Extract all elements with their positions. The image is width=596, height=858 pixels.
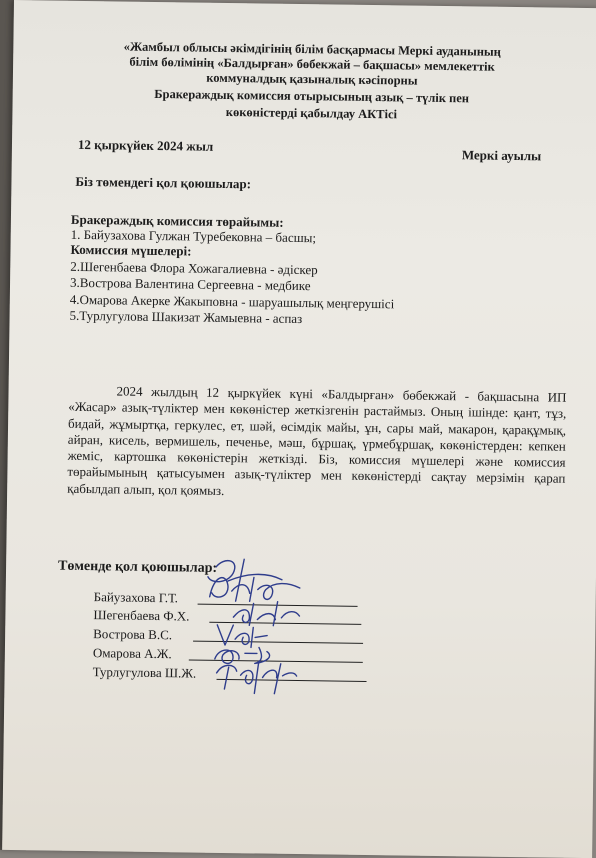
header-line-4: Бракераждық комиссия отырысының азық – түлік пен [154, 86, 470, 106]
member-2: 2.Шегенбаева Флора Хожагалиевна - әдіскер [70, 258, 318, 278]
signer-name-1: Байузахова Г.Т. [93, 589, 179, 606]
signer-name-2: Шегенбаева Ф.Х. [93, 607, 190, 624]
document-page [2, 0, 596, 858]
signers-heading: Төменде қол қоюшылар: [57, 558, 218, 576]
document-date: 12 қыркүйек 2024 жыл [77, 136, 214, 154]
member-4: 4.Омарова Акерке Жакыповна - шаруашылық меңгерушісі [69, 291, 395, 312]
signer-name-4: Омарова А.Ж. [92, 645, 172, 662]
members-heading: Комиссия мүшелері: [70, 241, 192, 259]
chair-heading: Бракераждық комиссия төрайымы: [70, 211, 284, 230]
act-body [67, 383, 567, 504]
document-header [76, 39, 547, 125]
header-line-3: коммуналдық қазыналық кәсіпорны [206, 70, 418, 88]
member-5: 5.Турлугулова Шакизат Жамыевна - аспаз [69, 307, 303, 327]
intro-text: Біз төмендегі қол қоюшылар: [75, 173, 252, 192]
header-line-5: көкөністерді қабылдау АКТісі [225, 104, 398, 122]
header-line-2: білім бөлімінің «Балдырған» бөбекжай – бақшасы» мемлекеттік [129, 54, 495, 74]
header-line-1: «Жамбыл облысы әкімдігінің білім басқармасы Меркі ауданының [123, 39, 502, 59]
member-3: 3.Вострова Валентина Сергеевна - медбике [69, 274, 311, 294]
document-place: Меркі ауылы [461, 147, 542, 164]
signer-name-5: Турлугулова Ш.Ж. [92, 664, 197, 681]
signature-mark-5 [210, 653, 301, 700]
signer-name-3: Вострова В.С. [93, 626, 173, 643]
chair-entry: 1. Байузахова Гулжан Туребековна – басшы; [70, 226, 317, 246]
act-body-paragraph: 2024 жылдың 12 қыркүйек күні «Балдырған» бөбекжай - бақшасына ИП «Жасар» азық-түліктер мен көкөністер жеткізгенін растаймыз. Оның ішінде: қант, тұз, бидай, жұмыртқа, геркулес, ет, шәй, өсімдік майы, ұн, сары май, макарон, қарақұмық, айран, кисель, вермишель, печенье, мәш, бұршақ, үрмебұршақ, көкөністерден: кепкен жеміс, картошка көкөністерін жеткізді. Біз, комиссия мүшелері және комиссия төрайымының қатысуымен азық-түліктер мен көкөністерді сақтау мерзімін қарап қабылдап алып, қол қоямыз. [67, 383, 567, 498]
